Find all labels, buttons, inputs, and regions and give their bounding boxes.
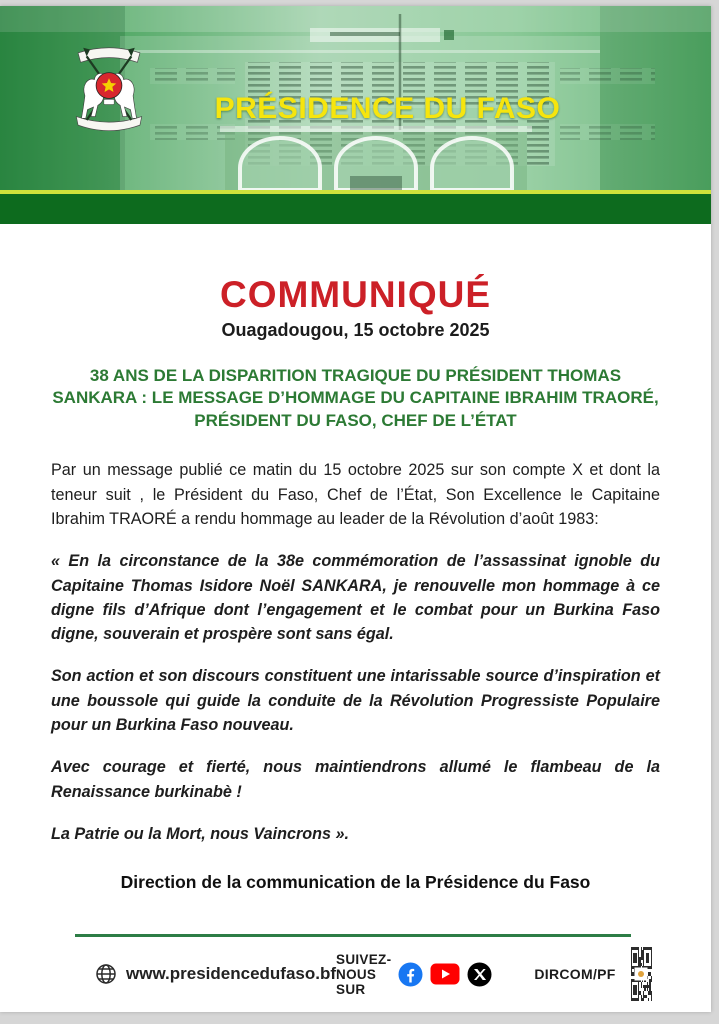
green-divider-band xyxy=(0,194,711,224)
youtube-icon xyxy=(430,963,460,985)
social-block xyxy=(336,952,492,997)
website-block xyxy=(95,963,336,985)
facebook-icon xyxy=(398,962,423,987)
globe-icon xyxy=(95,963,117,985)
quote-paragraph: Avec courage et fierté, nous maintiendrons allumé le flambeau de la Renaissance burkinabè ! xyxy=(51,758,660,801)
website-url: www.presidencedufaso.bf xyxy=(126,964,337,983)
communique-page xyxy=(0,6,711,1012)
footer-divider xyxy=(75,934,631,937)
dateline: Ouagadougou, 15 octobre 2025 xyxy=(221,320,490,340)
communique-body xyxy=(0,274,711,893)
banner-title: PRÉSIDENCE DU FASO xyxy=(214,92,561,125)
intro-paragraph: Par un message publié ce matin du 15 octobre 2025 sur son compte X et dont la teneur suit , le Président du Faso, Chef de l’État, Son Excellence le Capitaine Ibrahim TRAORÉ a rendu hommage au leader de la Révolution d’août 1983: xyxy=(51,461,660,528)
dircom-handle: DIRCOM/PF xyxy=(534,966,616,982)
qr-code xyxy=(630,946,653,1002)
communique-title: COMMUNIQUÉ xyxy=(219,274,492,315)
footer xyxy=(0,934,711,1012)
headline: 38 ANS DE LA DISPARITION TRAGIQUE DU PRÉSIDENT THOMAS SANKARA : LE MESSAGE D’HOMMAGE DU CAPITAINE IBRAHIM TRAORÉ, PRÉSIDENT DU FASO, CHEF DE L’ÉTAT xyxy=(52,366,659,430)
signature-line: Direction de la communication de la Présidence du Faso xyxy=(120,872,591,893)
quote-paragraph: Son action et son discours constituent une intarissable source d’inspiration et une boussole qui guide la conduite de la Révolution Progressiste Populaire pour un Burkina Faso nouveau. xyxy=(51,667,660,734)
quote-paragraph: « En la circonstance de la 38e commémoration de l’assassinat ignoble du Capitaine Thomas Isidore Noël SANKARA, je renouvelle mon hommage à ce digne fils d’Afrique dont l’engagement et le combat pour un Burkina Faso digne, souverain et prospère sont sans égal. xyxy=(51,552,660,644)
header-banner xyxy=(0,6,711,190)
quote-paragraph: La Patrie ou la Mort, nous Vaincrons ». xyxy=(51,824,350,843)
follow-label: SUIVEZ-NOUS SUR xyxy=(336,951,392,997)
x-icon xyxy=(467,962,492,987)
